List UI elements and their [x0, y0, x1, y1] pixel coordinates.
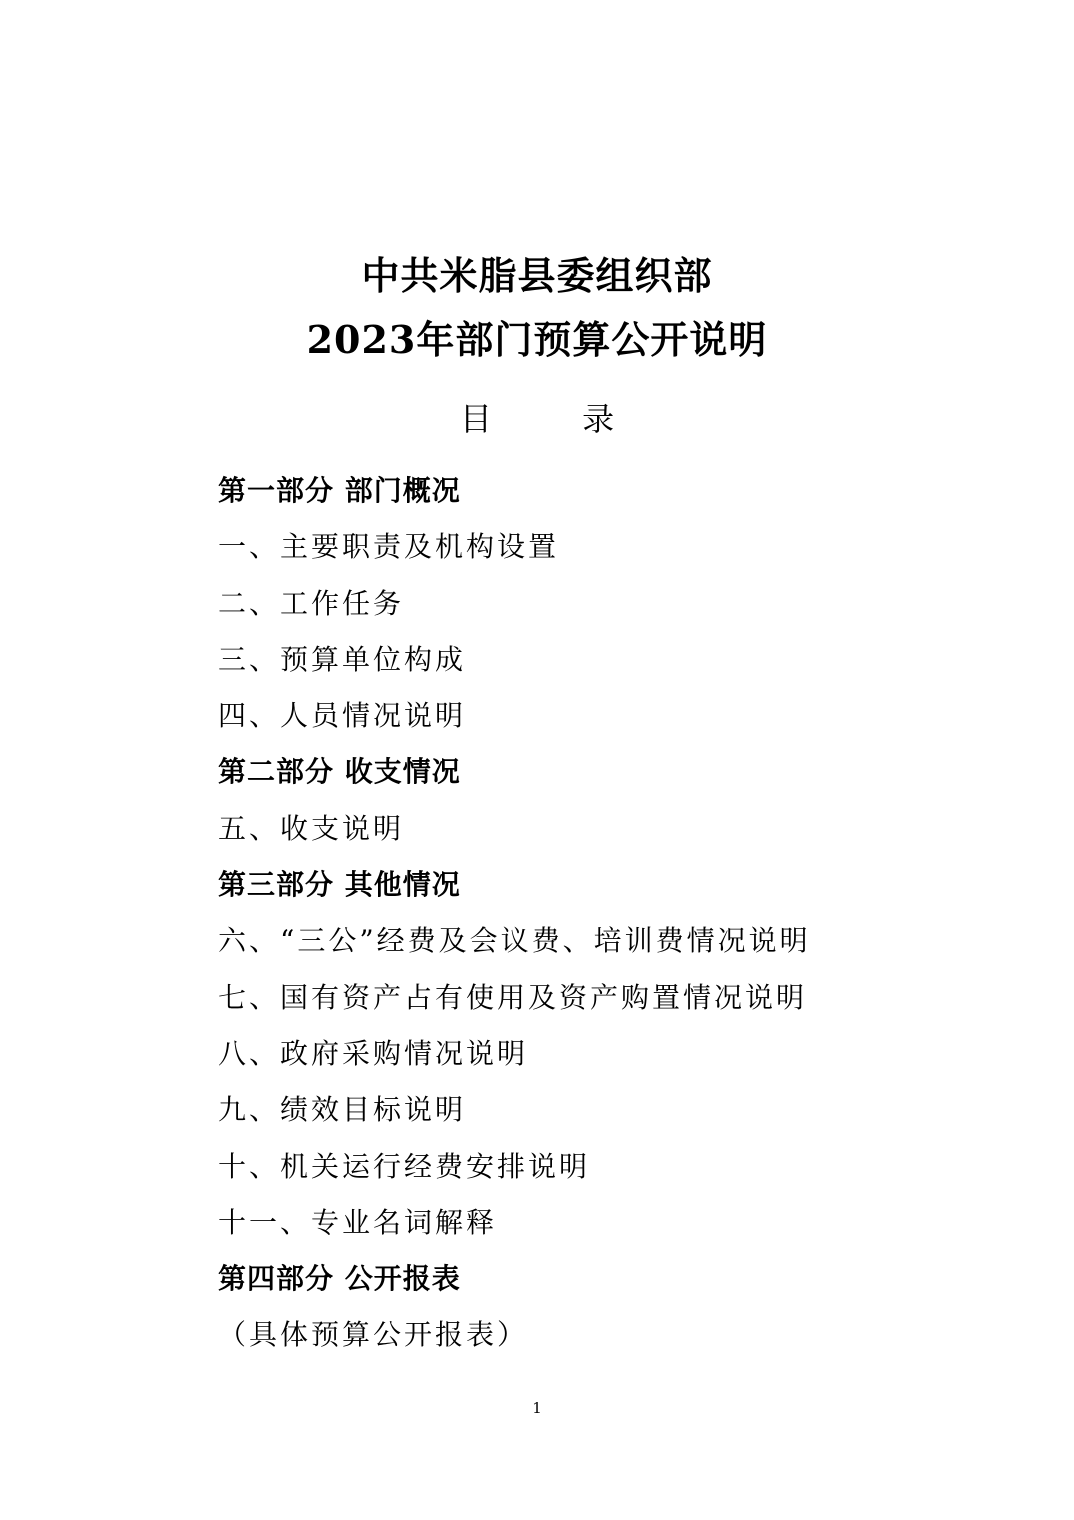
toc-note: （具体预算公开报表）: [218, 1318, 529, 1352]
toc-item: 五、收支说明: [218, 811, 405, 845]
toc-item: 二、工作任务: [218, 586, 405, 620]
toc-item: 八、政府采购情况说明: [218, 1036, 529, 1070]
toc-item: 十一、专业名词解释: [218, 1205, 498, 1239]
toc-item: 四、人员情况说明: [218, 699, 467, 733]
toc-section-heading: 第四部分 公开报表: [218, 1262, 461, 1296]
toc-section-heading: 第一部分 部门概况: [218, 474, 461, 507]
toc-item: 七、国有资产占有使用及资产购置情况说明: [218, 980, 808, 1014]
document-title-line1: 中共米脂县委组织部: [361, 253, 713, 298]
toc-item: 十、机关运行经费安排说明: [218, 1149, 591, 1183]
toc-item: 一、主要职责及机构设置: [218, 530, 560, 564]
page-number: 1: [532, 1399, 542, 1417]
toc-section-heading: 第三部分 其他情况: [218, 868, 461, 902]
toc-item: 三、预算单位构成: [218, 642, 467, 676]
toc-section-heading: 第二部分 收支情况: [218, 755, 461, 789]
toc-heading: 目 录: [459, 400, 655, 438]
table-of-contents: [218, 469, 1018, 1370]
toc-item: 六、“三公”经费及会议费、培训费情况说明: [218, 924, 811, 958]
document-title-line2: 2023年部门预算公开说明: [306, 317, 768, 362]
toc-item: 九、绩效目标说明: [218, 1093, 467, 1127]
